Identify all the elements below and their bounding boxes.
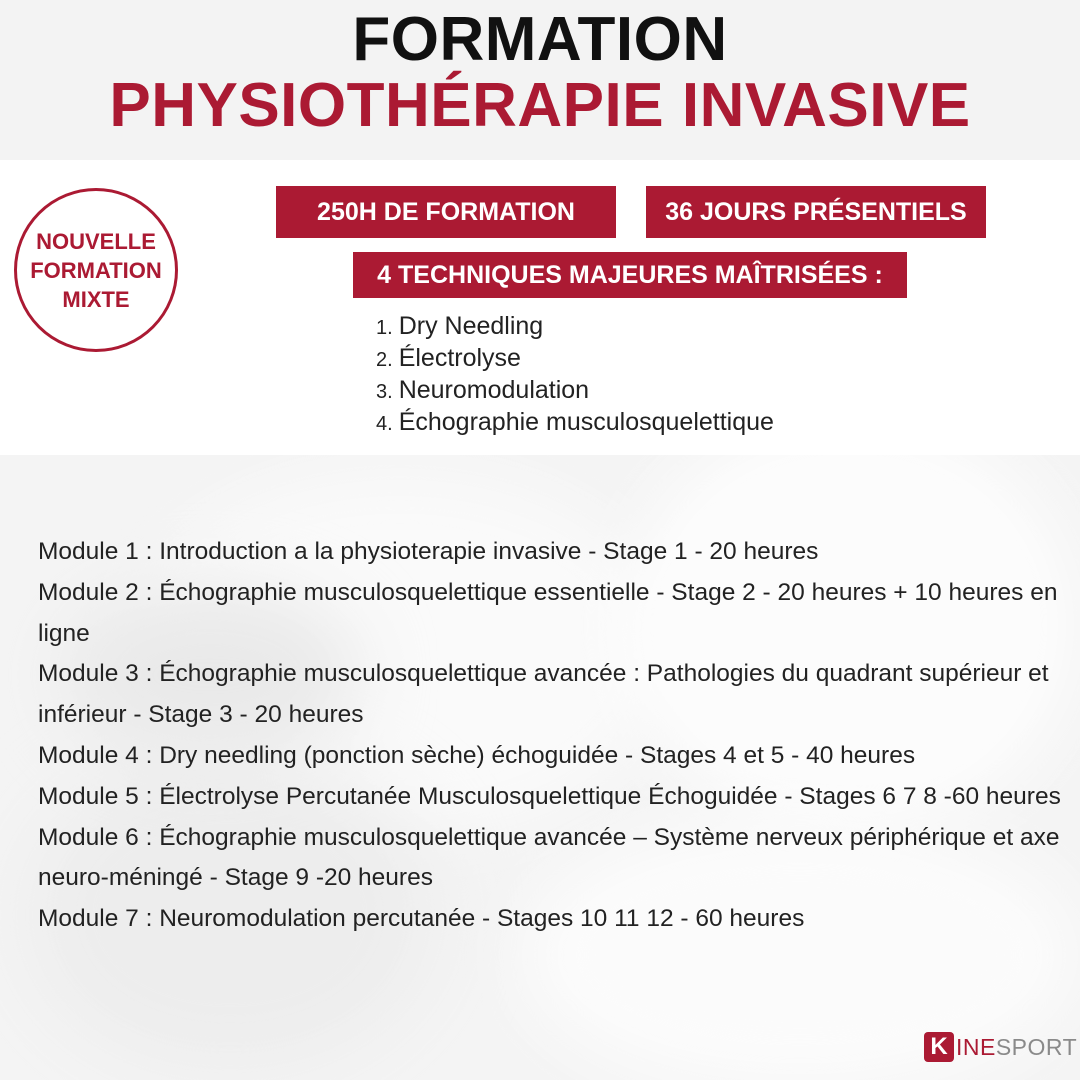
techniques-heading-box: 4 TECHNIQUES MAJEURES MAÎTRISÉES :	[353, 252, 907, 298]
logo-mark: K	[924, 1032, 954, 1062]
technique-number: 3.	[376, 381, 393, 403]
technique-number: 2.	[376, 349, 393, 371]
title-line-2: PHYSIOTHÉRAPIE INVASIVE	[109, 71, 971, 140]
module-item: Module 1 : Introduction a la physioterapie invasive - Stage 1 - 20 heures	[38, 538, 819, 565]
module-item: Module 2 : Échographie musculosquelettique essentielle - Stage 2 - 20 heures + 10 heures en ligne	[38, 578, 1058, 647]
technique-label: Neuromodulation	[398, 376, 590, 404]
technique-number: 1.	[376, 317, 393, 339]
modules-list	[38, 532, 1078, 940]
days-highlight-box: 36 JOURS PRÉSENTIELS	[646, 186, 986, 238]
technique-item	[376, 342, 774, 374]
technique-label: Dry Needling	[398, 312, 544, 340]
module-item: Module 3 : Échographie musculosquelettique avancée : Pathologies du quadrant supérieur et inférieur - Stage 3 - 20 heures	[38, 660, 1049, 729]
module-item: Module 5 : Électrolyse Percutanée Musculosquelettique Échoguidée - Stages 6 7 8 -60 heures	[38, 782, 1061, 810]
technique-number: 4.	[376, 413, 393, 435]
technique-item	[376, 310, 774, 342]
technique-label: Échographie musculosquelettique	[398, 408, 774, 436]
kinesport-logo	[924, 1030, 1077, 1064]
techniques-list	[376, 310, 774, 438]
technique-label: Électrolyse	[398, 344, 521, 372]
title-line-1: FORMATION	[352, 5, 728, 74]
new-mixed-training-badge	[14, 188, 178, 352]
hours-highlight-box: 250H DE FORMATION	[276, 186, 616, 238]
module-item: Module 4 : Dry needling (ponction sèche) échoguidée - Stages 4 et 5 - 40 heures	[38, 741, 916, 769]
technique-item	[376, 406, 774, 438]
header-banner	[0, 0, 1080, 160]
badge-text: NOUVELLE FORMATION MIXTE	[30, 228, 162, 312]
module-item: Module 6 : Échographie musculosquelettique avancée – Système nerveux périphérique et axe neuro-méningé - Stage 9 -20 heures	[38, 823, 1060, 892]
module-item: Module 7 : Neuromodulation percutanée - Stages 10 11 12 - 60 heures	[38, 905, 805, 933]
logo-word-part2: SPORT	[995, 1033, 1078, 1060]
logo-word-part1: INE	[956, 1033, 996, 1060]
technique-item	[376, 374, 774, 406]
